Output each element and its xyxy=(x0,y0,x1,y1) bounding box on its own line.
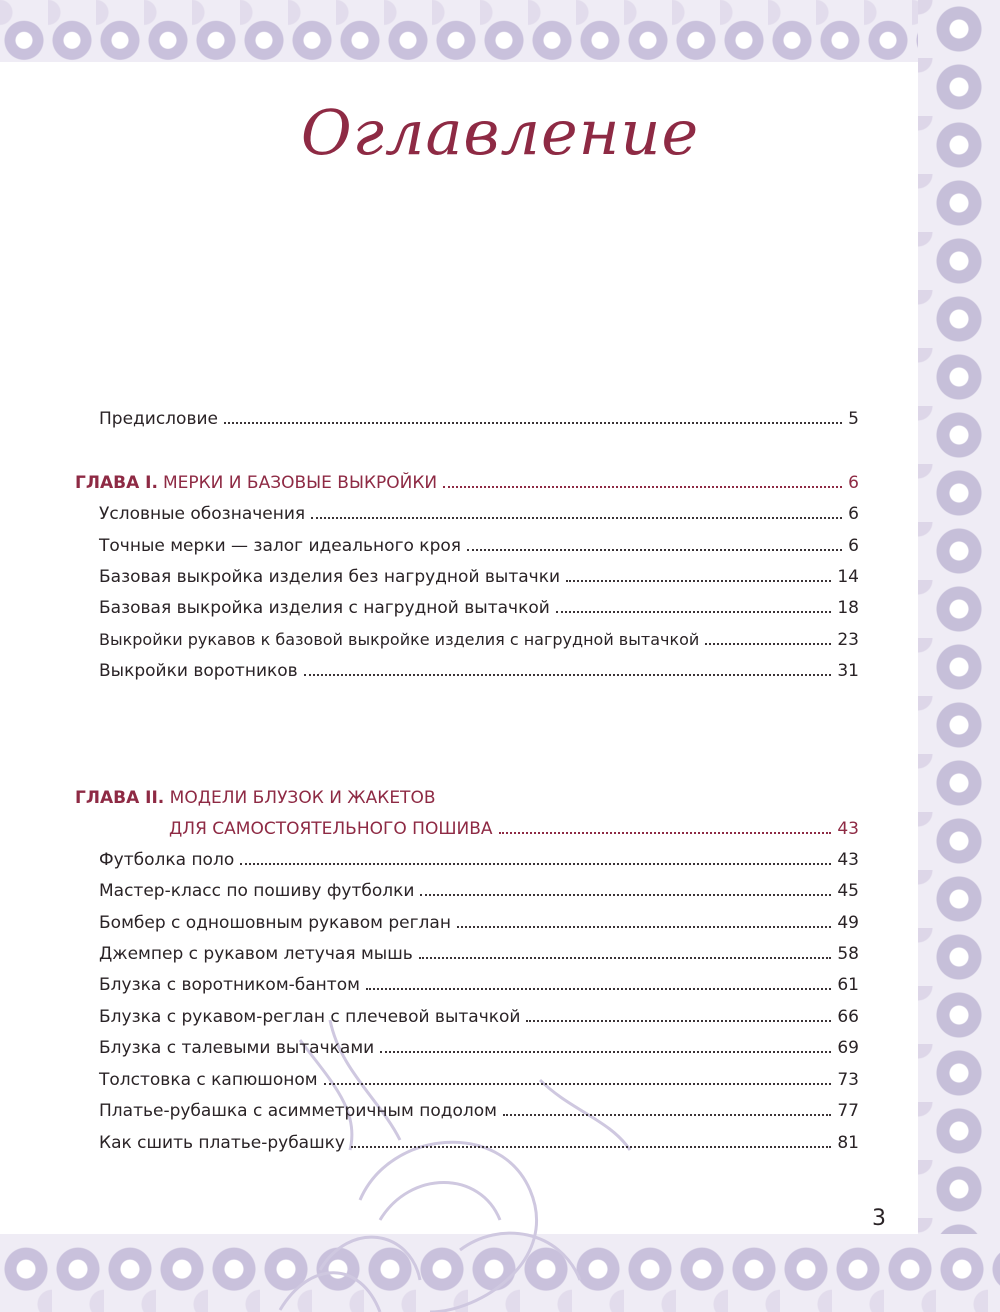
toc-entry-label: Блузка с воротником-бантом xyxy=(99,975,360,995)
toc-entry[interactable] xyxy=(99,909,859,937)
toc-entry[interactable] xyxy=(99,1129,859,1157)
dot-leader xyxy=(304,674,832,676)
lace-border-right xyxy=(918,0,1000,1312)
toc-entry-label: Базовая выкройка изделия без нагрудной вытачки xyxy=(99,567,561,587)
toc-entry-label: Предисловие xyxy=(99,409,218,429)
toc-entry[interactable] xyxy=(99,971,859,999)
dot-leader xyxy=(705,643,831,645)
chapter-label: ГЛАВА II. xyxy=(75,788,165,808)
toc-entry[interactable] xyxy=(99,594,859,622)
dot-leader xyxy=(419,957,832,959)
page-title: Оглавление xyxy=(300,96,700,169)
dot-leader xyxy=(420,894,831,896)
dot-leader xyxy=(443,486,842,488)
dot-leader xyxy=(351,1146,831,1148)
toc-entry-page: 6 xyxy=(848,504,859,524)
toc-entry-page: 18 xyxy=(837,598,859,618)
toc-entry-page: 43 xyxy=(837,850,859,870)
dot-leader xyxy=(224,422,842,424)
toc-entry-label: Блузка с рукавом-реглан с плечевой вытачкой xyxy=(99,1007,521,1027)
toc-entry-page: 58 xyxy=(837,944,859,964)
toc-entry-page: 6 xyxy=(848,536,859,556)
toc-entry-page: 73 xyxy=(837,1070,859,1090)
dot-leader xyxy=(503,1114,831,1116)
toc-entry-page: 66 xyxy=(837,1007,859,1027)
toc-entry-label: Точные мерки — залог идеального кроя xyxy=(99,536,461,556)
dot-leader xyxy=(380,1051,831,1053)
toc-chapter-1[interactable] xyxy=(75,469,859,497)
toc-entry-page: 49 xyxy=(837,913,859,933)
toc-entry-label: Выкройки воротников xyxy=(99,661,298,681)
toc-entry-label: Джемпер с рукавом летучая мышь xyxy=(99,944,413,964)
toc-entry[interactable] xyxy=(99,532,859,560)
chapter-page: 6 xyxy=(848,473,859,493)
dot-leader xyxy=(311,517,842,519)
toc-entry[interactable] xyxy=(99,940,859,968)
dot-leader xyxy=(556,611,832,613)
toc-entry-page: 5 xyxy=(848,409,859,429)
toc-entry-page: 14 xyxy=(837,567,859,587)
toc-entry[interactable] xyxy=(99,1066,859,1094)
dot-leader xyxy=(499,832,832,834)
toc-entry[interactable] xyxy=(99,626,859,654)
toc-entry-label: Базовая выкройка изделия с нагрудной вытачкой xyxy=(99,598,550,618)
toc-entry-label: Мастер-класс по пошиву футболки xyxy=(99,881,415,901)
toc-entry[interactable] xyxy=(99,846,859,874)
flower-illustration xyxy=(240,1020,640,1312)
toc-entry[interactable] xyxy=(99,657,859,685)
toc-chapter-2[interactable] xyxy=(169,815,859,843)
toc-entry[interactable] xyxy=(99,563,859,591)
toc-entry-label: Условные обозначения xyxy=(99,504,306,524)
dot-leader xyxy=(324,1083,832,1085)
toc-chapter-2-heading[interactable] xyxy=(75,784,436,812)
page-number: 3 xyxy=(872,1206,886,1231)
toc-entry-label: Бомбер с одношовным рукавом реглан xyxy=(99,913,451,933)
toc-entry-page: 81 xyxy=(837,1133,859,1153)
toc-entry-page: 45 xyxy=(837,881,859,901)
toc-entry-label: Футболка поло xyxy=(99,850,235,870)
chapter-title: МЕРКИ И БАЗОВЫЕ ВЫКРОЙКИ xyxy=(162,473,438,493)
dot-leader xyxy=(457,926,831,928)
toc-entry-preface[interactable] xyxy=(99,405,859,433)
chapter-title-line2: ДЛЯ САМОСТОЯТЕЛЬНОГО ПОШИВА xyxy=(169,819,493,839)
toc-entry[interactable] xyxy=(99,1034,859,1062)
toc-entry-page: 61 xyxy=(837,975,859,995)
toc-entry[interactable] xyxy=(99,500,859,528)
dot-leader xyxy=(366,988,831,990)
chapter-page: 43 xyxy=(837,819,859,839)
toc-entry[interactable] xyxy=(99,1097,859,1125)
toc-entry-page: 31 xyxy=(837,661,859,681)
toc-entry-page: 69 xyxy=(837,1038,859,1058)
toc-entry-page: 23 xyxy=(837,630,859,650)
toc-entry-label: Толстовка с капюшоном xyxy=(99,1070,318,1090)
chapter-title-line1: МОДЕЛИ БЛУЗОК И ЖАКЕТОВ xyxy=(169,788,436,808)
toc-entry-label: Выкройки рукавов к базовой выкройке изделия с нагрудной вытачкой xyxy=(99,630,700,649)
toc-entry[interactable] xyxy=(99,877,859,905)
toc-entry-page: 77 xyxy=(837,1101,859,1121)
dot-leader xyxy=(526,1020,831,1022)
dot-leader xyxy=(240,863,831,865)
dot-leader xyxy=(566,580,831,582)
toc-entry-label: Блузка с талевыми вытачками xyxy=(99,1038,375,1058)
chapter-label: ГЛАВА I. xyxy=(75,473,158,493)
toc-entry[interactable] xyxy=(99,1003,859,1031)
toc-entry-label: Как сшить платье-рубашку xyxy=(99,1133,345,1153)
lace-border-top xyxy=(0,0,1000,62)
dot-leader xyxy=(467,549,842,551)
toc-entry-label: Платье-рубашка с асимметричным подолом xyxy=(99,1101,497,1121)
